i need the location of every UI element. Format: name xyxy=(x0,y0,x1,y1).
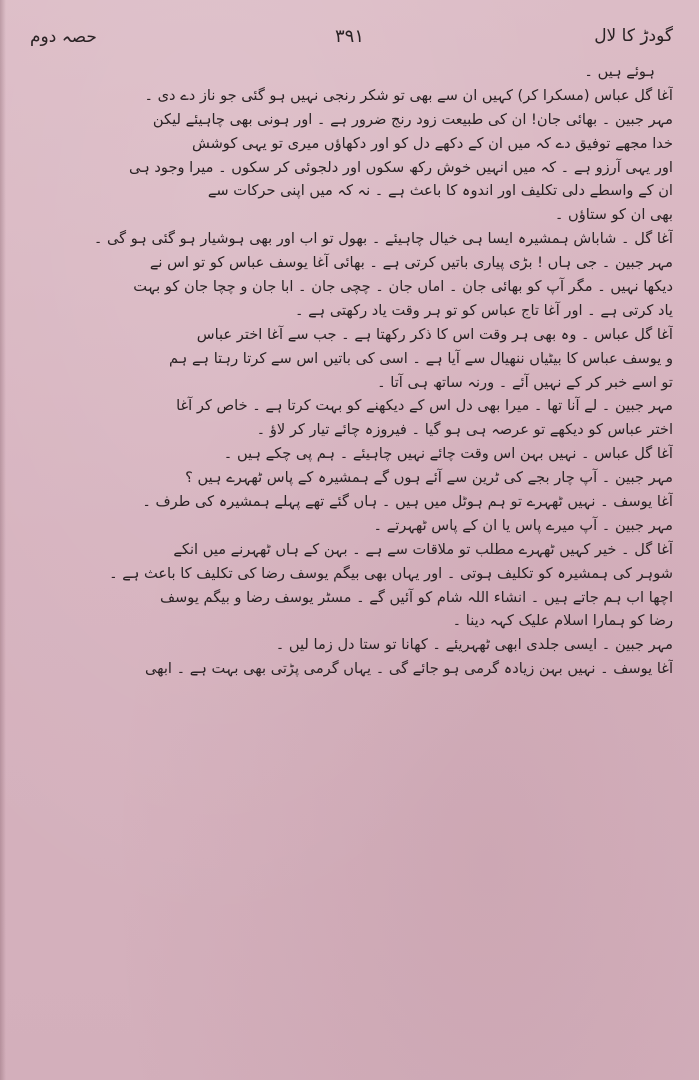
text-line: شوہر کی ہمشیرہ کو تکلیف ہوتی ۔ اور یہاں بھی بیگم یوسف رضا کی تکلیف کا باعث ہے ۔ xyxy=(109,564,673,582)
text-line: مہر جبین ۔ بھائی جان! ان کی طبیعت زود رنج ضرور ہے ۔ اور ہونی بھی چاہیئے لیکن xyxy=(152,110,673,128)
text-line: دیکھا نہیں ۔ مگر آپ کو بھائی جان ۔ اماں جان ۔ چچی جان ۔ ابا جان و چچا جان کو بہت xyxy=(133,278,673,296)
text-line: و یوسف عباس کا بیٹیاں ننھیال سے آیا ہے ۔ اسی کی باتیں اس سے کرتا رہتا ہے ہم xyxy=(169,349,673,367)
text-line: تو اسے خبر کر کے نہیں آئے ۔ ورنہ ساتھ ہی آتا ۔ xyxy=(377,373,673,391)
text-line: اچھا اب ہم جاتے ہیں ۔ انشاء اللہ شام کو آئیں گے ۔ مسٹر یوسف رضا و بیگم یوسف xyxy=(159,588,673,606)
text-line: آغا یوسف ۔ نہیں ٹھہرے تو ہم ہوٹل میں ہیں ۔ ہاں گئے تھے پہلے ہمشیرہ کی طرف ۔ xyxy=(142,493,673,511)
text-line: آغا گل عباس ۔ وہ بھی ہر وقت اس کا ذکر رکھتا ہے ۔ جب سے آغا اختر عباس xyxy=(196,325,673,343)
text-line: مہر جبین ۔ لے آنا تھا ۔ میرا بھی دل اس کے دیکھنے کو بہت کرتا ہے ۔ خاص کر آغا xyxy=(176,397,673,415)
text-line: مہر جبین ۔ ایسی جلدی ابھی ٹھہریئے ۔ کھانا تو ستا دل زما لیں ۔ xyxy=(275,636,673,654)
text-line: رضا کو ہمارا اسلام علیک کہہ دینا ۔ xyxy=(452,612,673,630)
text-line: بھی ان کو ستاؤں ۔ xyxy=(554,206,673,224)
text-line: یاد کرتی ہے ۔ اور آغا تاج عباس کو تو ہر وقت یاد رکھتی ہے ۔ xyxy=(294,301,673,319)
page-header xyxy=(26,16,673,52)
text-line: آغا گل ۔ خیر کہیں ٹھہرے مطلب تو ملاقات سے ہے ۔ بہن کے ہاں ٹھہرنے میں انکے xyxy=(173,540,673,558)
text-line: آغا گل عباس (مسکرا کر) کہیں ان سے بھی تو شکر رنجی نہیں ہو گئی جو ناز دے دی ۔ xyxy=(144,86,673,104)
section-label: حصہ دوم xyxy=(30,27,97,47)
page-body xyxy=(26,60,673,681)
text-line: ان کے واسطے دلی تکلیف اور اندوہ کا باعث ہے ۔ نہ کہ میں اپنی حرکات سے xyxy=(207,182,673,200)
text-line: مہر جبین ۔ آپ چار بجے کی ٹرین سے آئے ہوں گے ہمشیرہ کے پاس ٹھہرے ہیں ؟ xyxy=(185,469,673,487)
page-edge-shadow xyxy=(0,0,6,1080)
text-line: مہر جبین ۔ جی ہاں ! بڑی پیاری باتیں کرتی ہے ۔ بھائی آغا یوسف عباس کو تو اس نے xyxy=(149,254,673,272)
text-line: آغا گل ۔ شاباش ہمشیرہ ایسا ہی خیال چاہیئے ۔ بھول تو اب اور بھی ہوشیار ہو گئی ہو گی ۔ xyxy=(93,230,673,248)
text-line: مہر جبین ۔ آپ میرے پاس یا ان کے پاس ٹھہرتے ۔ xyxy=(373,516,673,534)
book-title: گودڑ کا لال xyxy=(594,26,673,46)
text-line: آغا گل عباس ۔ نہیں بہن اس وقت چائے نہیں چاہیئے ۔ ہم پی چکے ہیں ۔ xyxy=(223,445,673,463)
text-line: اختر عباس کو دیکھے تو عرصہ ہی ہو گیا ۔ فیروزہ چائے تیار کر لاؤ ۔ xyxy=(256,421,673,439)
text-line: خدا مجھے توفیق دے کہ میں ان کے دکھے دل کو اور دکھاؤں میری تو یہی کوشش xyxy=(191,134,673,152)
page-number: ۳۹۱ xyxy=(334,26,365,47)
text-line: آغا یوسف ۔ نہیں بہن زیادہ گرمی ہو جائے گی ۔ یہاں گرمی پڑتی بھی بہت ہے ۔ ابھی xyxy=(144,660,673,678)
text-line: ہوئے ہیں ۔ xyxy=(584,63,655,80)
text-line: اور یہی آرزو ہے ۔ کہ میں انہیں خوش رکھ سکوں اور دلجوئی کر سکوں ۔ میرا وجود ہی xyxy=(129,158,673,176)
